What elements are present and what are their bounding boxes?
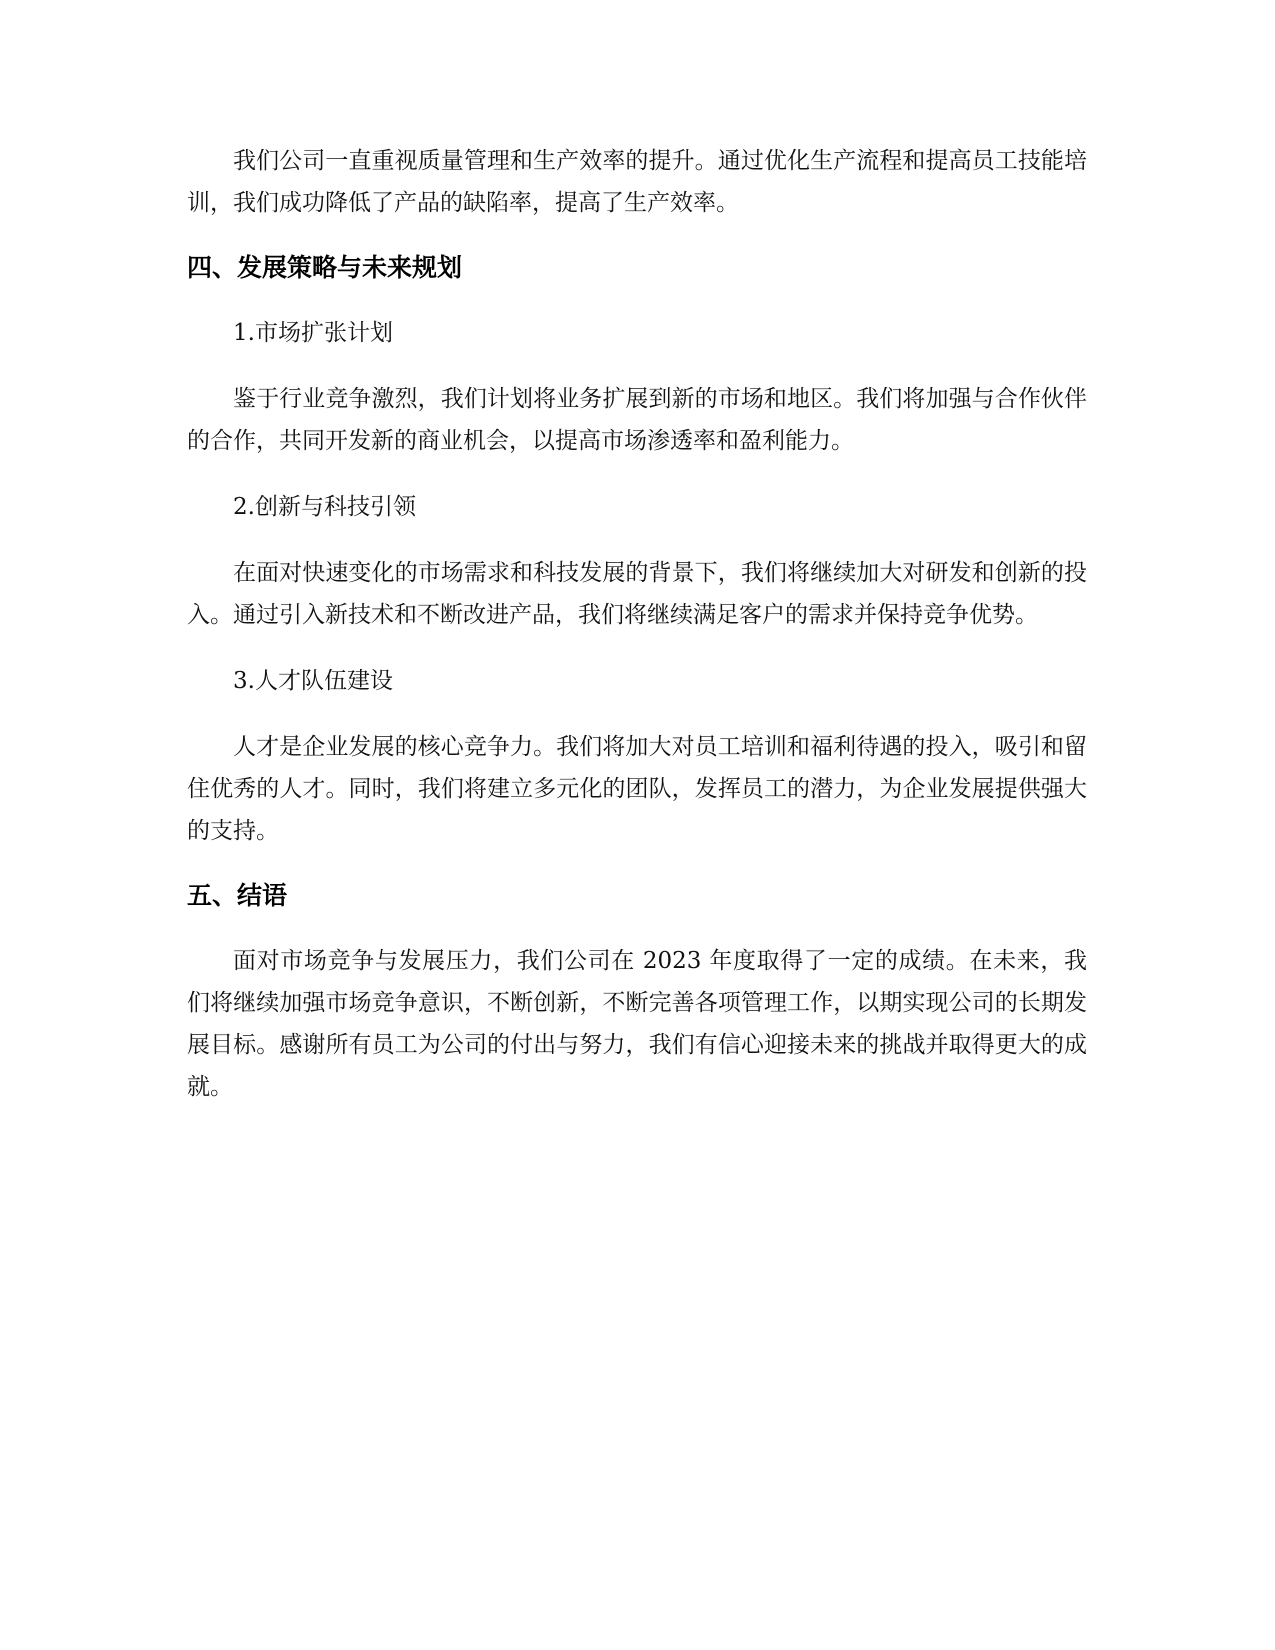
subsection-2-title: 2.创新与科技引领 [233,494,416,520]
subsection-1-title: 1.市场扩张计划 [233,320,393,346]
subsection-3-text: 人才是企业发展的核心竞争力。我们将加大对员工培训和福利待遇的投入，吸引和留住优秀的人才。同时，我们将建立多元化的团队，发挥员工的潜力，为企业发展提供强大的支持。 [187,734,1087,844]
document-page [187,140,1087,1132]
section-4-heading: 四、发展策略与未来规划 [187,253,463,282]
section-5-heading: 五、结语 [187,881,288,910]
subsection-1-text: 鉴于行业竞争激烈，我们计划将业务扩展到新的市场和地区。我们将加强与合作伙伴的合作，共同开发新的商业机会，以提高市场渗透率和盈利能力。 [187,386,1087,454]
subsection-2-text: 在面对快速变化的市场需求和科技发展的背景下，我们将继续加大对研发和创新的投入。通过引入新技术和不断改进产品，我们将继续满足客户的需求并保持竞争优势。 [187,560,1087,628]
subsection-3-title: 3.人才队伍建设 [233,668,393,694]
intro-paragraph: 我们公司一直重视质量管理和生产效率的提升。通过优化生产流程和提高员工技能培训，我们成功降低了产品的缺陷率，提高了生产效率。 [187,148,1087,216]
conclusion-paragraph: 面对市场竞争与发展压力，我们公司在 2023 年度取得了一定的成绩。在未来，我们将继续加强市场竞争意识，不断创新，不断完善各项管理工作，以期实现公司的长期发展目标。感谢所有员工为公司的付出与努力，我们有信心迎接未来的挑战并取得更大的成就。 [187,948,1087,1100]
